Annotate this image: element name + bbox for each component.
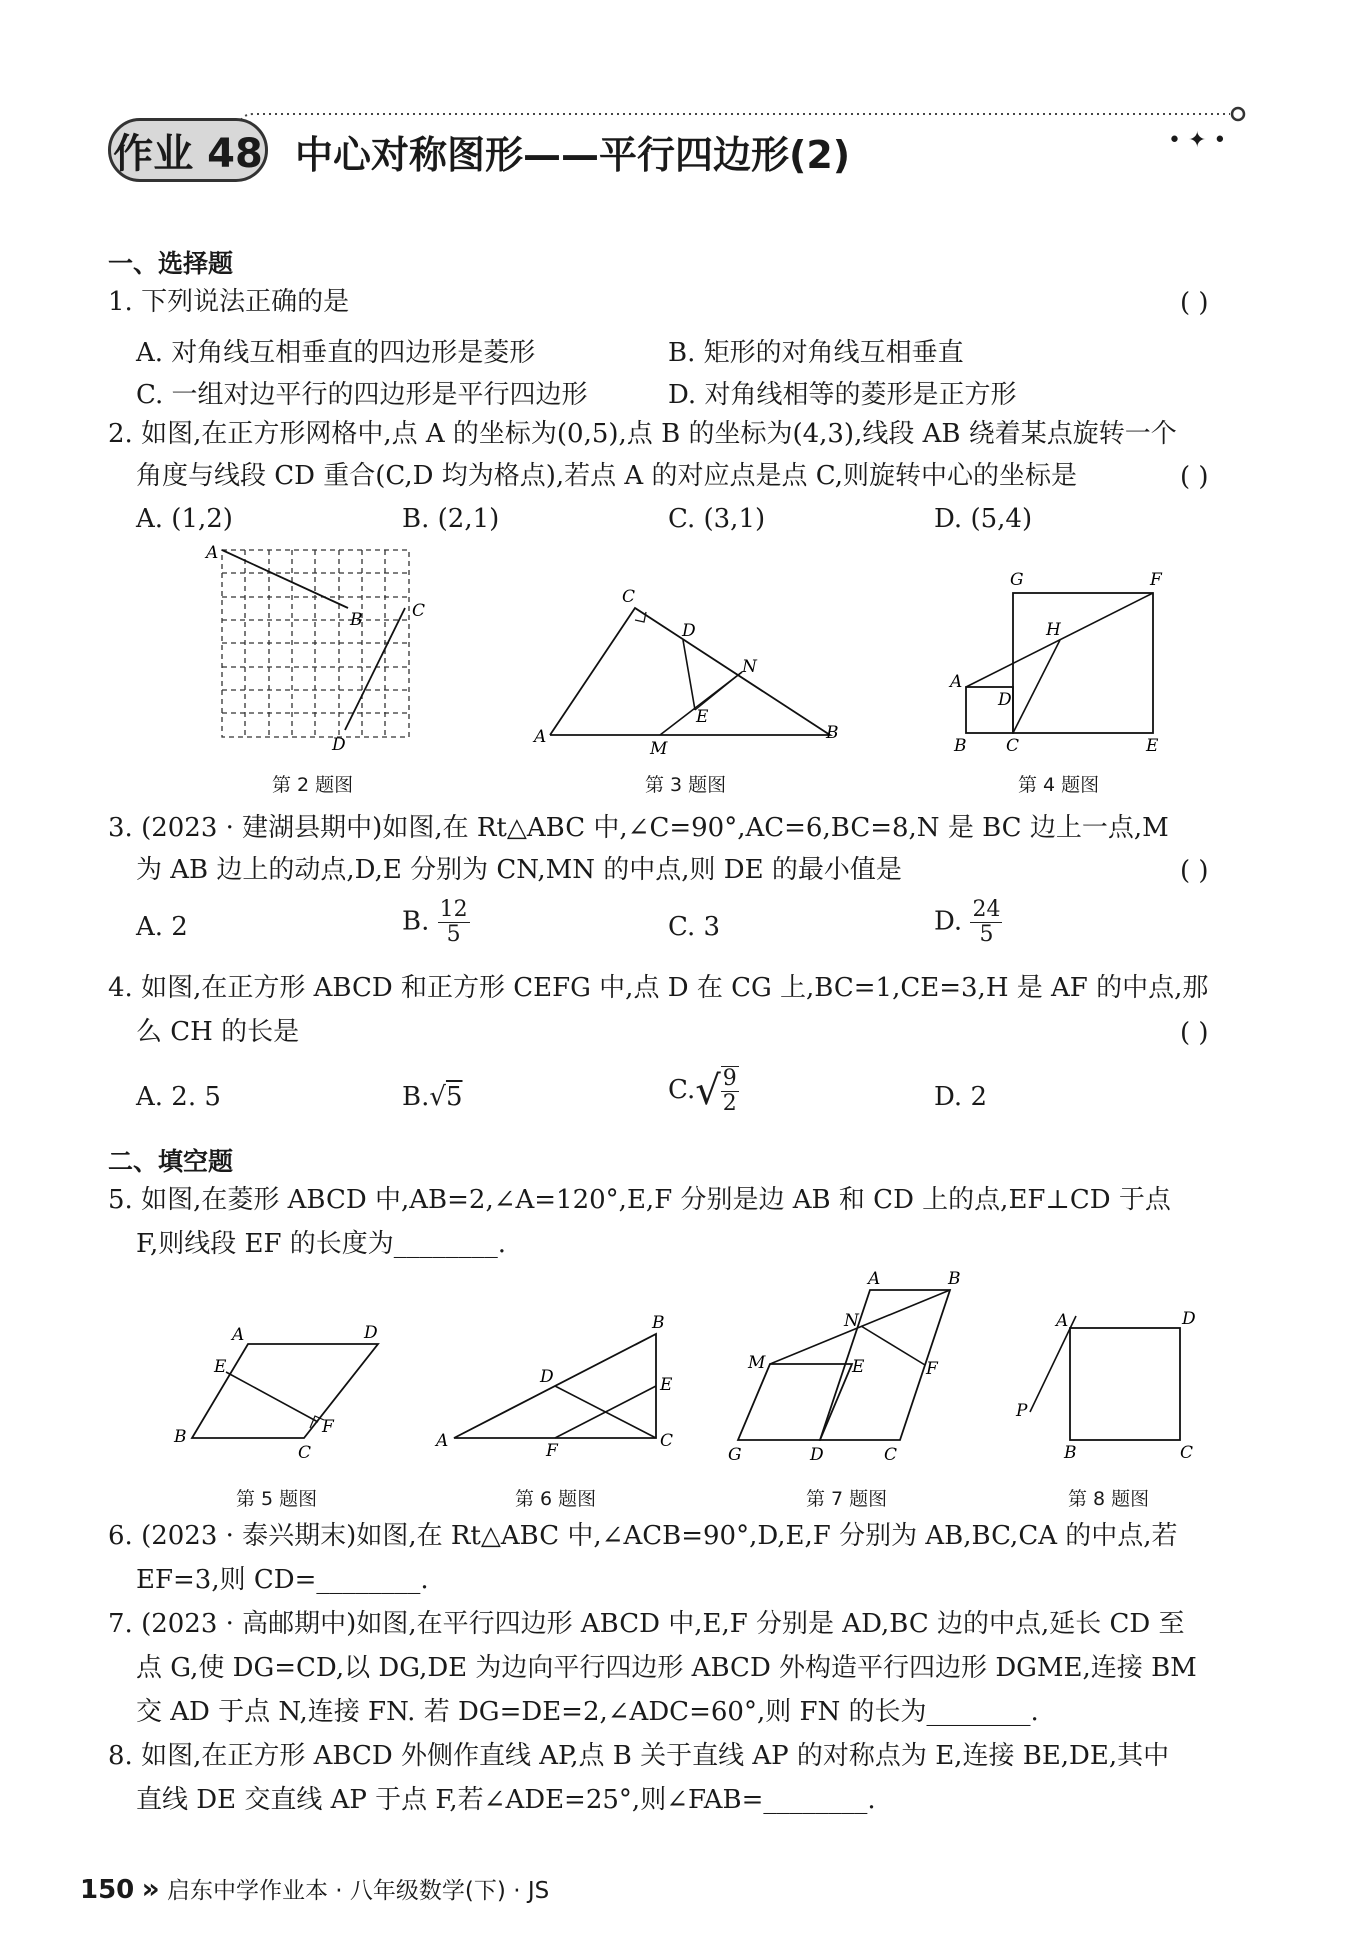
figure-caption-q2: 第 2 题图 (272, 774, 354, 796)
svg-text:C: C (622, 587, 636, 607)
svg-text:D: D (364, 1323, 378, 1343)
svg-text:B: B (826, 723, 839, 743)
q1-option-d: D. 对角线相等的菱形是正方形 (668, 380, 1017, 410)
q2-option-b: B. (2,1) (402, 504, 500, 534)
q3-option-c: C. 3 (668, 912, 721, 942)
svg-text:E: E (660, 1375, 673, 1395)
figure-q6-triangle (430, 1310, 680, 1470)
svg-text:B: B (174, 1427, 187, 1447)
q2-answer-paren: ( ) (1180, 462, 1209, 492)
figure-q2-grid (200, 540, 440, 755)
svg-text:B: B (652, 1313, 665, 1333)
q3-option-b (402, 898, 470, 947)
svg-text:C: C (298, 1443, 312, 1463)
homework-badge: 作业 48 (108, 118, 268, 182)
svg-text:C: C (1006, 736, 1020, 756)
svg-text:A: A (232, 1325, 245, 1345)
svg-text:D: D (1182, 1309, 1196, 1329)
q3-option-d (934, 898, 1002, 947)
figure-q3-triangle (530, 580, 850, 760)
page-title: 中心对称图形——平行四边形(2) (295, 133, 851, 177)
q3-option-b-label: B. (402, 906, 430, 937)
figure-q8-square (1010, 1300, 1210, 1470)
q4-option-a: A. 2. 5 (136, 1082, 221, 1112)
q4-option-b (402, 1082, 463, 1112)
section-heading-fill: 二、填空题 (108, 1147, 234, 1176)
svg-text:A: A (868, 1269, 881, 1289)
figure-caption-q3: 第 3 题图 (645, 774, 727, 796)
q8-line2: 直线 DE 交直线 AP 于点 F,若∠ADE=25°,则∠FAB=________. (136, 1785, 876, 1815)
svg-text:D: D (682, 621, 696, 641)
svg-text:M: M (650, 739, 668, 759)
svg-text:C: C (884, 1445, 898, 1465)
svg-text:D: D (998, 690, 1012, 710)
q5-line2: F,则线段 EF 的长度为________. (136, 1229, 507, 1259)
q4-option-c-fraction: $\frac{9}{2}$ (722, 1066, 737, 1116)
svg-text:B: B (1064, 1443, 1077, 1463)
svg-text:F: F (1150, 570, 1162, 590)
svg-text:A: A (950, 672, 963, 692)
q3-option-d-fraction: $\frac{24}{5}$ (972, 897, 1001, 947)
figure-caption-q8: 第 8 题图 (1068, 1488, 1150, 1510)
svg-text:B: B (350, 610, 363, 630)
svg-text:C: C (412, 601, 426, 621)
q4-option-c-label: C. (668, 1075, 696, 1105)
svg-text:F: F (926, 1359, 938, 1379)
q3-option-a: A. 2 (136, 912, 188, 942)
figure-caption-q7: 第 7 题图 (806, 1488, 888, 1510)
svg-text:N: N (742, 657, 757, 677)
q4-option-d: D. 2 (934, 1082, 987, 1112)
svg-text:A: A (1056, 1311, 1069, 1331)
q6-line1: 6. (2023 · 泰兴期末)如图,在 Rt△ABC 中,∠ACB=90°,D,E,F 分别为 AB,BC,CA 的中点,若 (108, 1521, 1178, 1551)
svg-text:F: F (546, 1441, 558, 1461)
q2-option-a: A. (1,2) (136, 504, 233, 534)
svg-text:H: H (1046, 620, 1061, 640)
svg-text:C: C (660, 1431, 674, 1451)
q2-option-d: D. (5,4) (934, 504, 1033, 534)
q8-line1: 8. 如图,在正方形 ABCD 外侧作直线 AP,点 B 关于直线 AP 的对称点为 E,连接 BE,DE,其中 (108, 1741, 1170, 1771)
svg-text:E: E (852, 1357, 865, 1377)
q4-option-b-radicand: 5 (445, 1082, 463, 1112)
figure-caption-q5: 第 5 题图 (236, 1488, 318, 1510)
q4-line1: 4. 如图,在正方形 ABCD 和正方形 CEFG 中,点 D 在 CG 上,BC=1,CE=3,H 是 AF 的中点,那 (108, 973, 1209, 1003)
q2-line2: 角度与线段 CD 重合(C,D 均为格点),若点 A 的对应点是点 C,则旋转中心的坐标是 (136, 461, 1077, 491)
q2-option-c: C. (3,1) (668, 504, 766, 534)
figure-q4-squares (940, 565, 1180, 760)
svg-text:F: F (322, 1417, 334, 1437)
q1-stem: 1. 下列说法正确的是 (108, 287, 350, 317)
q1-option-c: C. 一组对边平行的四边形是平行四边形 (136, 380, 588, 410)
q4-answer-paren: ( ) (1180, 1018, 1209, 1048)
q3-answer-paren: ( ) (1180, 856, 1209, 886)
svg-text:A: A (436, 1431, 449, 1451)
q4-option-c (668, 1066, 739, 1116)
figure-caption-q4: 第 4 题图 (1018, 774, 1100, 796)
svg-text:A: A (206, 543, 219, 563)
double-chevron-icon: » (141, 1872, 160, 1905)
q3-option-d-label: D. (934, 906, 963, 937)
q3-line1: 3. (2023 · 建湖县期中)如图,在 Rt△ABC 中,∠C=90°,AC=6,BC=8,N 是 BC 边上一点,M (108, 813, 1169, 843)
q7-line3: 交 AD 于点 N,连接 FN. 若 DG=DE=2,∠ADC=60°,则 FN 的长为________. (136, 1697, 1039, 1727)
section-heading-choice: 一、选择题 (108, 249, 234, 278)
q2-line1: 2. 如图,在正方形网格中,点 A 的坐标为(0,5),点 B 的坐标为(4,3),线段 AB 绕着某点旋转一个 (108, 419, 1177, 449)
sparkle-icon: • ✦ • (1168, 128, 1227, 153)
svg-text:E: E (214, 1357, 227, 1377)
svg-text:P: P (1016, 1401, 1028, 1421)
figure-caption-q6: 第 6 题图 (515, 1488, 597, 1510)
q4-option-b-label: B. (402, 1082, 430, 1112)
q7-line1: 7. (2023 · 高邮期中)如图,在平行四边形 ABCD 中,E,F 分别是 AD,BC 边的中点,延长 CD 至 (108, 1609, 1185, 1639)
figure-q7-parallelograms (722, 1268, 992, 1468)
svg-text:G: G (728, 1445, 742, 1465)
q4-line2: 么 CH 的长是 (136, 1017, 300, 1047)
q1-option-a: A. 对角线互相垂直的四边形是菱形 (136, 338, 536, 368)
svg-text:G: G (1010, 570, 1024, 590)
svg-text:N: N (844, 1311, 859, 1331)
q6-line2: EF=3,则 CD=________. (136, 1565, 429, 1595)
q7-line2: 点 G,使 DG=CD,以 DG,DE 为边向平行四边形 ABCD 外构造平行四边形 DGME,连接 BM (136, 1653, 1197, 1683)
svg-text:D: D (810, 1445, 824, 1465)
svg-text:E: E (696, 707, 709, 727)
svg-text:E: E (1146, 736, 1159, 756)
q3-line2: 为 AB 边上的动点,D,E 分别为 CN,MN 的中点,则 DE 的最小值是 (136, 855, 902, 885)
q5-line1: 5. 如图,在菱形 ABCD 中,AB=2,∠A=120°,E,F 分别是边 AB 和 CD 上的点,EF⊥CD 于点 (108, 1185, 1171, 1215)
svg-text:D: D (540, 1367, 554, 1387)
svg-text:C: C (1180, 1443, 1194, 1463)
svg-text:M: M (748, 1353, 766, 1373)
sqrt-icon: √ (429, 1082, 446, 1112)
page-number: 150 (80, 1875, 135, 1905)
svg-text:B: B (954, 736, 967, 756)
book-title: 启东中学作业本 · 八年级数学(下) · JS (167, 1878, 550, 1904)
q3-option-b-fraction: $\frac{12}{5}$ (439, 897, 468, 947)
page-footer (80, 1872, 549, 1905)
q1-option-b: B. 矩形的对角线互相垂直 (668, 338, 964, 368)
sqrt-icon: √ (695, 1068, 721, 1114)
svg-text:B: B (948, 1269, 961, 1289)
svg-text:D: D (332, 735, 346, 755)
figure-q5-rhombus (168, 1310, 398, 1470)
q1-answer-paren: ( ) (1180, 288, 1209, 318)
svg-text:A: A (534, 727, 547, 747)
